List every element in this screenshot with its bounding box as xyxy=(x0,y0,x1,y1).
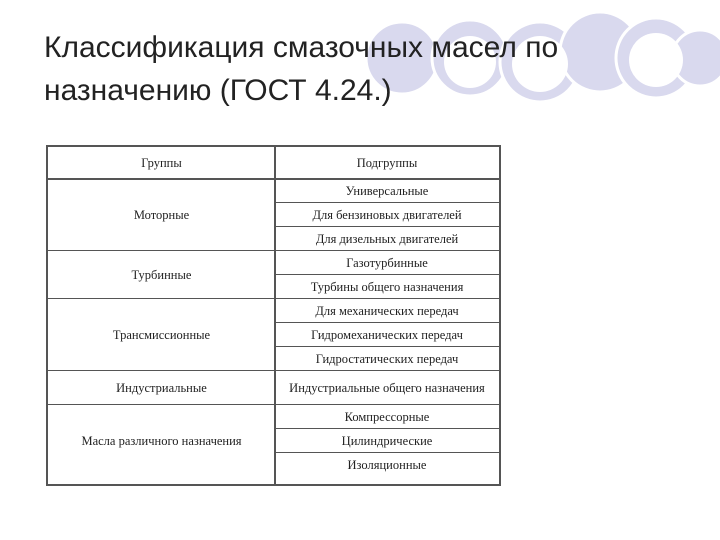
subgroup-cell: Гидростатических передач xyxy=(315,351,459,366)
subgroup-cell: Индустриальные общего назначения xyxy=(289,380,485,395)
header-subgroups: Подгруппы xyxy=(356,155,418,170)
subgroup-cell: Компрессорные xyxy=(344,409,430,424)
subgroup-cell: Турбины общего назначения xyxy=(310,279,464,294)
group-cell: Турбинные xyxy=(131,267,192,282)
subgroup-cell: Гидромеханических передач xyxy=(311,327,463,342)
group-cell: Индустриальные xyxy=(116,380,207,395)
header-groups: Группы xyxy=(141,155,182,170)
group-cell: Масла различного назначения xyxy=(81,433,242,448)
group-cell: Трансмиссионные xyxy=(112,327,211,342)
subgroup-cell: Универсальные xyxy=(345,183,429,198)
subgroup-cell: Газотурбинные xyxy=(346,255,428,270)
classification-table xyxy=(46,145,501,486)
subgroup-cell: Изоляционные xyxy=(347,457,427,472)
slide-title: Классификация смазочных масел по назначению (ГОСТ 4.24.) xyxy=(44,31,559,107)
subgroup-cell: Цилиндрические xyxy=(341,433,433,448)
subgroup-cell: Для механических передач xyxy=(315,303,459,318)
group-cell: Моторные xyxy=(133,207,190,222)
subgroup-cell: Для дизельных двигателей xyxy=(315,231,459,246)
subgroup-cell: Для бензиновых двигателей xyxy=(312,207,462,222)
